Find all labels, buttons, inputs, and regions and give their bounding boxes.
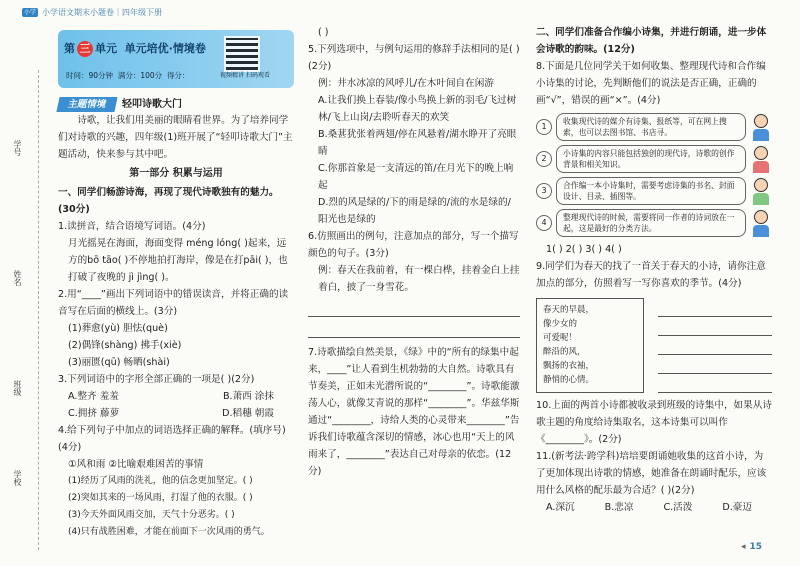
section-two-heading: 二、同学们准备合作编小诗集，并进行朗诵，进一步体会诗歌的韵味。(12分) [536,27,767,55]
question-4-item[interactable]: (2)突如其来的一场风雨，打湿了他的衣服。( ) [68,493,253,503]
writing-line[interactable] [658,336,772,355]
question-11: 11.(新考法·跨学科)培培要朗诵她收集的这首小诗，为了更加体现出诗歌的情感，她准备在朗诵时配乐，应该用什么风格的配乐最为合适？( )(2分) [536,451,767,496]
unit-banner [58,30,294,88]
unit-meta [66,67,189,84]
column-middle [308,24,520,480]
question-4-item[interactable]: (3)今天外面风雨交加，天气十分恶劣。( ) [68,510,235,520]
question-6: 6.仿照画出的例句，注意加点的部分，写一个描写颜色的句子。(3分) [308,231,519,259]
column-right [536,24,772,516]
statement-card [536,209,772,237]
question-3: 3.下列词语中的字形全部正确的一项是( )(2分) [58,374,255,385]
brand-logo: 小学 [23,8,36,16]
score-field[interactable]: 得分： [166,71,190,80]
qr-caption: 视频精讲 扫码观看 [220,72,270,79]
poem-line: 春天的早晨， [543,305,595,315]
question-8: 8.下面是几位同学关于如何收集、整理现代诗和合作编小诗集的讨论，先判断他们的说法是否正确，正确的画“√”，错误的画“×”。(4分) [536,61,766,106]
speech-bubble: 收集现代诗的媒介有诗集、报纸等，可在网上搜索，也可以去图书馆、书店寻。 [556,113,746,141]
theme-row [58,96,294,112]
question-2-item[interactable]: (2)偶锋(shàng) 拂手(xiè) [68,340,182,351]
time-limit: 时间：90分钟 [66,71,114,80]
speech-bubble: 小诗集的内容只能包括独创的现代诗，诗歌的创作背景和相关知识。 [556,145,746,173]
question-2-item[interactable]: (3)丽匮(qū) 畅晒(shài) [68,357,170,368]
student-icon [750,210,772,236]
question-1: 1.读拼音，结合语境写词语。(4分) [58,221,206,232]
q3-option-c[interactable]: C.拥挤 藤萝 [68,408,120,419]
student-icon [750,114,772,140]
poem-area [536,298,772,393]
writing-line[interactable] [658,317,772,336]
q11-option-b[interactable]: B.悲凉 [604,502,634,513]
statement-card [536,145,772,173]
poem-line: 静悄的心情。 [543,375,595,385]
question-4-item[interactable]: (1)经历了风雨的洗礼，他的信念更加坚定。( ) [68,476,253,486]
q3-option-b[interactable]: B.萧西 涂抹 [222,391,274,402]
q5-option-a[interactable]: A.让我们换上春装/像小鸟换上新的羽毛/飞过树林/飞上山岗/去聆听春天的欢笑 [318,95,517,123]
statement-card [536,177,772,205]
header-title: 小学语文期末小题卷｜四年级下册 [42,7,162,17]
card-number: 3 [536,183,552,199]
question-5: 5.下列选项中，与例句运用的修辞手法相同的是( )(2分) [308,44,520,72]
binding-margin [0,0,52,566]
student-icon [750,178,772,204]
statement-card [536,113,772,141]
card-number: 4 [536,215,552,231]
question-10[interactable]: 10.上面的两首小诗都被收录到班级的诗集中，如果从诗歌主题的角度给诗集取名，这本诗集可以叫作《________》。(2分) [536,400,772,445]
question-8-answers[interactable]: 1( ) 2( ) 3( ) 4( ) [546,244,622,255]
binding-label-school: 学校 [13,470,22,486]
writing-line[interactable] [658,355,772,374]
answer-line[interactable] [308,323,520,338]
question-1-text[interactable]: 月光摇晃在海面，海面变得 méng lóng( )起来，远方的bō tāo( )不停地拍打海岸，像是在打pāi( )，也打破了夜晚的 jì jìng( )。 [68,238,288,283]
binding-label-id: 学号 [13,140,22,156]
unit-suffix: 单元 [95,42,117,55]
question-4-item[interactable]: (4)只有战胜困难，才能在前面下一次风雨的勇气。 [68,527,270,537]
intro-paragraph: 诗歌，让我们用美丽的眼睛看世界。为了培养同学们对诗歌的兴趣，四年级(1)班开展了“轻叩诗歌大门”主题活动，快来参与其中吧。 [58,115,293,160]
writing-line[interactable] [658,298,772,317]
poem-line: 飘扬的衣袖， [543,361,595,371]
answer-line[interactable] [308,302,520,317]
column-left [58,30,294,541]
theme-tag: 主题情境 [66,98,108,110]
question-2: 2.用“____”画出下列词语中的错误读音，并将正确的读音写在后面的横线上。(3分) [58,289,289,317]
page-number [741,542,762,552]
sample-poem [536,298,644,393]
unit-prefix: 第 [64,42,75,55]
q3-option-d[interactable]: D.稻穗 朝霞 [222,408,274,419]
full-score: 满分：100分 [117,71,163,80]
binding-label-name: 姓名 [13,270,22,286]
part-one-heading: 第一部分 积累与运用 [129,168,223,179]
q3-option-a[interactable]: A.整齐 羞羞 [68,391,119,402]
question-5-example: 例：井水冰凉的风呼儿/在木叶间自在闲游 [318,78,494,89]
student-icon [750,146,772,172]
page-arrow-icon: ◂ [740,542,746,552]
q5-option-b[interactable]: B.桑葚犹张着两翅/停在风悬着/湖水睁开了亮眼睛 [318,129,517,157]
question-2-item[interactable]: (1)葬愈(yù) 胆怯(què) [68,323,168,334]
question-9: 9.同学们为春天的找了一首关于春天的小诗，请你注意加点的部分，仿照着写一写你喜欢的季节。(4分) [536,261,766,289]
unit-subtitle: 单元培优·情境卷 [124,42,206,55]
speech-bubble: 合作编一本小诗集时，需要考虑诗集的书名、封面设计、目录、插图等。 [556,177,746,205]
unit-title [64,40,206,57]
page-number-value: 15 [749,542,762,552]
q11-option-c[interactable]: C.活泼 [663,502,693,513]
q5-option-c[interactable]: C.你那首象是一支清远的笛/在月光下的晚上响起 [318,163,514,191]
writing-line[interactable] [658,374,772,393]
binding-label-class: 班级 [13,380,22,396]
writing-lines[interactable] [658,298,772,393]
poem-line: 醉沿的风， [543,347,586,357]
theme-title: 轻叩诗歌大门 [122,98,183,110]
question-6-example: 例：春天在我前着，有一棵白桦，挂着金白上挂着白，披了一身雪花。 [318,265,520,293]
cut-line [38,70,39,550]
q5-option-d[interactable]: D.烈的风是绿的/下的雨是绿的/流的水是绿的/阳光也是绿的 [318,197,511,225]
q11-option-d[interactable]: D.豪迈 [722,502,752,513]
q11-option-a[interactable]: A.深沉 [546,502,575,513]
carryover-blank[interactable]: ( ) [318,27,329,38]
poem-line: 像少女的 [543,319,578,329]
qr-code-icon[interactable] [224,36,260,72]
speech-bubble: 整理现代诗的时候，需要将同一作者的诗词放在一起，这是最好的分类方法。 [556,209,746,237]
card-number: 1 [536,119,552,135]
unit-number-badge: 三 [77,41,93,57]
question-7[interactable]: 7.诗歌描绘自然美景，《绿》中的“所有的绿集中起来，____”让人看到生机勃勃的大自然。诗歌具有节奏美，正如未光潜所说的“________”。诗歌能激荡人心，就像艾青说的那样“________”。华兹华斯通过“________，诗给人类的心灵带来________”告诉我们诗歌蕴含深切的情感，冰心也用“天上的风雨来了，________”表达自己对母亲的依恋。(12分) [308,347,520,477]
card-number: 2 [536,151,552,167]
question-4-definitions: ①风和雨 ②比喻艰难困苦的事情 [68,459,204,470]
question-4: 4.给下列句子中加点的词语选择正确的解释。(填序号)(4分) [58,425,286,453]
section-one-heading: 一、同学们畅游诗海，再现了现代诗歌独有的魅力。(30分) [58,187,279,215]
poem-line: 可爱呢！ [543,333,578,343]
